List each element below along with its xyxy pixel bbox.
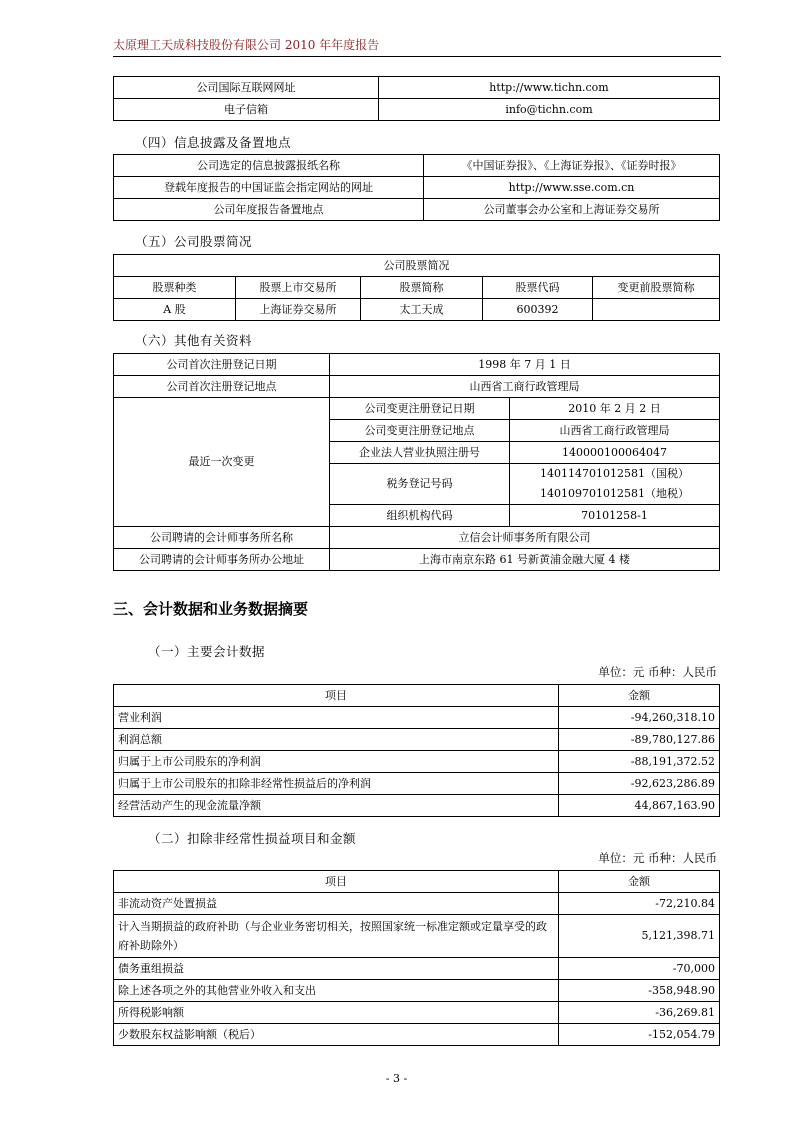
amount-cell: -94,260,318.10	[559, 707, 720, 729]
auditor-name-value: 立信会计师事务所有限公司	[330, 527, 720, 549]
table-row	[114, 549, 720, 571]
amount-cell: 5,121,398.71	[559, 915, 720, 958]
org-code-value: 70101258-1	[510, 505, 720, 527]
table-row	[114, 915, 720, 958]
report-location-value: 公司董事会办公室和上海证券交易所	[424, 199, 720, 221]
newspaper-value: 《中国证券报》、《上海证券报》、《证券时报》	[424, 155, 720, 177]
stock-table	[113, 254, 720, 321]
license-label: 企业法人营业执照注册号	[330, 442, 510, 464]
stock-short-name: 太工天成	[361, 299, 483, 321]
first-reg-place-label: 公司首次注册登记地点	[114, 376, 330, 398]
column-header-amount: 金额	[559, 871, 720, 893]
other-info-heading: （六）其他有关资料	[135, 333, 253, 348]
amount-cell: -88,191,372.52	[559, 751, 720, 773]
table-header-row	[114, 277, 720, 299]
table-row	[114, 527, 720, 549]
change-date-label: 公司变更注册登记日期	[330, 398, 510, 420]
table-row	[114, 99, 720, 121]
table-row	[114, 155, 720, 177]
item-cell: 计入当期损益的政府补助（与企业业务密切相关，按照国家统一标准定额或定量享受的政府补助除外）	[114, 915, 559, 958]
email-value: info@tichn.com	[379, 99, 720, 121]
table-row	[114, 299, 720, 321]
table-row	[114, 398, 720, 420]
first-reg-date-label: 公司首次注册登记日期	[114, 354, 330, 376]
amount-cell: -70,000	[559, 958, 720, 980]
table-row	[114, 795, 720, 817]
change-place-value: 山西省工商行政管理局	[510, 420, 720, 442]
stock-exchange: 上海证券交易所	[236, 299, 361, 321]
table-row	[114, 707, 720, 729]
item-cell: 归属于上市公司股东的净利润	[114, 751, 559, 773]
report-location-label: 公司年度报告备置地点	[114, 199, 424, 221]
email-label: 电子信箱	[114, 99, 379, 121]
column-header: 股票上市交易所	[236, 277, 361, 299]
table-row	[114, 729, 720, 751]
table-row	[114, 980, 720, 1002]
main-accounting-unit: 单位：元 币种：人民币	[598, 665, 717, 679]
auditor-addr-value: 上海市南京东路 61 号新黄浦金融大厦 4 楼	[330, 549, 720, 571]
table-header-row	[114, 685, 720, 707]
main-accounting-table	[113, 684, 720, 817]
website-disclosure-label: 登载年度报告的中国证监会指定网站的网址	[114, 177, 424, 199]
first-reg-date-value: 1998 年 7 月 1 日	[330, 354, 720, 376]
website-disclosure-value: http://www.sse.com.cn	[424, 177, 720, 199]
table-row	[114, 177, 720, 199]
amount-cell: -358,948.90	[559, 980, 720, 1002]
item-cell: 经营活动产生的现金流量净额	[114, 795, 559, 817]
item-cell: 非流动资产处置损益	[114, 893, 559, 915]
table-row	[114, 1002, 720, 1024]
other-info-table	[113, 353, 720, 571]
amount-cell: -36,269.81	[559, 1002, 720, 1024]
table-row	[114, 354, 720, 376]
contact-table	[113, 76, 720, 121]
stock-code: 600392	[483, 299, 593, 321]
item-cell: 营业利润	[114, 707, 559, 729]
nonrecurring-table	[113, 870, 720, 1046]
amount-cell: -72,210.84	[559, 893, 720, 915]
license-value: 140000100064047	[510, 442, 720, 464]
column-header: 变更前股票简称	[593, 277, 720, 299]
last-change-label: 最近一次变更	[114, 398, 330, 527]
main-accounting-heading: （一）主要会计数据	[148, 644, 266, 659]
item-cell: 债务重组损益	[114, 958, 559, 980]
stock-caption: 公司股票简况	[114, 255, 720, 277]
website-value: http://www.tichn.com	[379, 77, 720, 99]
column-header-item: 项目	[114, 871, 559, 893]
amount-cell: -92,623,286.89	[559, 773, 720, 795]
table-row	[114, 893, 720, 915]
first-reg-place-value: 山西省工商行政管理局	[330, 376, 720, 398]
org-code-label: 组织机构代码	[330, 505, 510, 527]
column-header-item: 项目	[114, 685, 559, 707]
page-header-title: 太原理工天成科技股份有限公司 2010 年年度报告	[113, 38, 380, 52]
table-row	[114, 255, 720, 277]
column-header-amount: 金额	[559, 685, 720, 707]
disclosure-table	[113, 154, 720, 221]
tax-local-value: 140109701012581（地税）	[510, 484, 720, 505]
former-short-name	[593, 299, 720, 321]
column-header: 股票简称	[361, 277, 483, 299]
nonrecurring-heading: （二）扣除非经常性损益项目和金额	[148, 831, 357, 846]
column-header: 股票种类	[114, 277, 236, 299]
item-cell: 少数股东权益影响额（税后）	[114, 1024, 559, 1046]
item-cell: 利润总额	[114, 729, 559, 751]
page-number: - 3 -	[385, 1072, 408, 1085]
newspaper-label: 公司选定的信息披露报纸名称	[114, 155, 424, 177]
auditor-name-label: 公司聘请的会计师事务所名称	[114, 527, 330, 549]
amount-cell: -89,780,127.86	[559, 729, 720, 751]
disclosure-heading: （四）信息披露及备置地点	[135, 135, 292, 150]
item-cell: 除上述各项之外的其他营业外收入和支出	[114, 980, 559, 1002]
nonrecurring-unit: 单位：元 币种：人民币	[598, 851, 717, 865]
auditor-addr-label: 公司聘请的会计师事务所办公地址	[114, 549, 330, 571]
stock-heading: （五）公司股票简况	[135, 234, 253, 249]
section-3-heading: 三、会计数据和业务数据摘要	[113, 600, 309, 618]
change-date-value: 2010 年 2 月 2 日	[510, 398, 720, 420]
column-header: 股票代码	[483, 277, 593, 299]
table-row	[114, 751, 720, 773]
table-row	[114, 958, 720, 980]
table-row	[114, 77, 720, 99]
website-label: 公司国际互联网网址	[114, 77, 379, 99]
header-divider	[113, 56, 721, 57]
table-row	[114, 376, 720, 398]
amount-cell: 44,867,163.90	[559, 795, 720, 817]
table-row	[114, 199, 720, 221]
item-cell: 所得税影响额	[114, 1002, 559, 1024]
stock-type: A 股	[114, 299, 236, 321]
item-cell: 归属于上市公司股东的扣除非经常性损益后的净利润	[114, 773, 559, 795]
table-row	[114, 1024, 720, 1046]
tax-national-value: 140114701012581（国税）	[510, 464, 720, 485]
table-header-row	[114, 871, 720, 893]
amount-cell: -152,054.79	[559, 1024, 720, 1046]
table-row	[114, 773, 720, 795]
tax-label: 税务登记号码	[330, 464, 510, 505]
change-place-label: 公司变更注册登记地点	[330, 420, 510, 442]
